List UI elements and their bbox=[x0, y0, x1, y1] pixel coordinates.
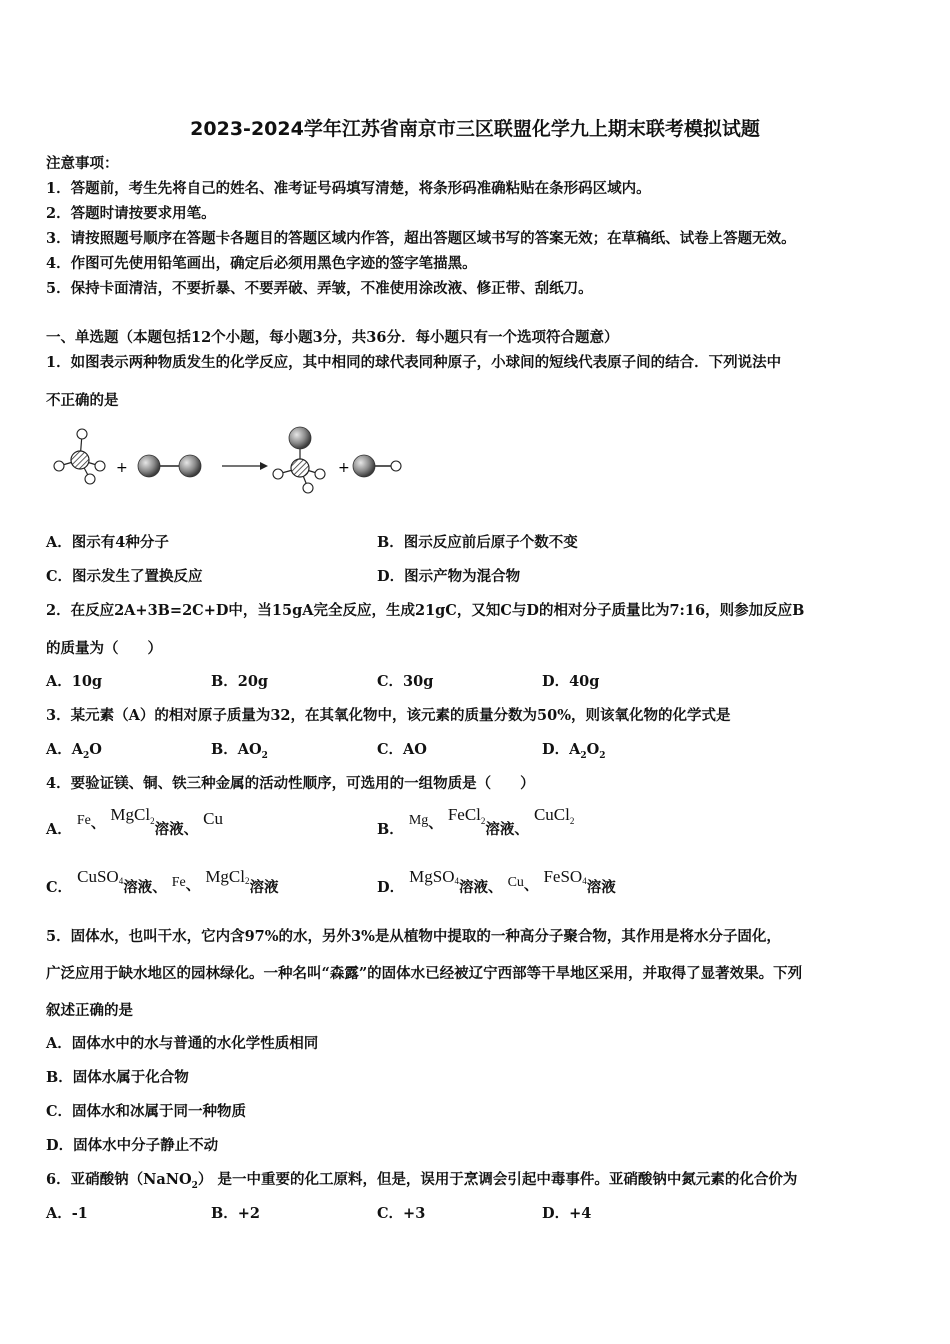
q6-option-c[interactable]: C．+3 bbox=[377, 1205, 426, 1222]
option-label: B． bbox=[377, 821, 404, 838]
formula-part: O bbox=[89, 741, 102, 758]
q4-option-c[interactable] bbox=[46, 866, 279, 896]
formula: MgSO bbox=[409, 867, 455, 886]
question-2-stem: 2．在反应2A+3B=2C+D中，当15gA完全反应，生成21gC，又知C与D的相对分子质量比为7:16，则参加反应B bbox=[46, 602, 805, 619]
reaction-arrow bbox=[222, 462, 268, 470]
molecule-product-2 bbox=[353, 455, 401, 477]
notice-item: 3．请按照题号顺序在答题卡各题目的答题区域内作答，超出答题区域书写的答案无效；在草稿纸、试卷上答题无效。 bbox=[46, 230, 796, 247]
formula-part: O bbox=[586, 741, 600, 758]
formula-part: AO bbox=[403, 741, 427, 758]
notice-item: 2．答题时请按要求用笔。 bbox=[46, 205, 216, 222]
separator: 、 bbox=[90, 815, 106, 832]
formula: CuCl bbox=[533, 805, 570, 824]
page-title: 2023-2024学年江苏省南京市三区联盟化学九上期末联考模拟试题 bbox=[190, 118, 760, 140]
q6-option-d[interactable]: D．+4 bbox=[542, 1205, 592, 1222]
formula: MgCl bbox=[110, 805, 151, 824]
formula: Cu bbox=[507, 875, 524, 890]
q5-option-c[interactable]: C．固体水和冰属于同一种物质 bbox=[46, 1103, 247, 1120]
formula: MgCl bbox=[205, 867, 245, 886]
question-6-stem bbox=[46, 1168, 797, 1191]
reaction-diagram bbox=[50, 424, 410, 504]
separator: 、 bbox=[488, 879, 503, 896]
separator: 、 bbox=[152, 879, 167, 896]
notice-item: 5．保持卡面清洁，不要折暴、不要弄破、弄皱，不准使用涂改液、修正带、刮纸刀。 bbox=[46, 280, 593, 297]
formula-part: A bbox=[71, 741, 84, 758]
formula: FeCl bbox=[447, 805, 481, 824]
section-heading: 一、单选题（本题包括12个小题，每小题3分，共36分．每小题只有一个选项符合题意） bbox=[46, 329, 619, 346]
formula-subscript: 2 bbox=[191, 1180, 198, 1191]
q3-option-b[interactable] bbox=[211, 738, 268, 761]
q2-option-d[interactable]: D．40g bbox=[542, 673, 600, 690]
separator: 、 bbox=[428, 815, 443, 832]
formula-subscript: 2 bbox=[245, 876, 250, 886]
option-label: D． bbox=[542, 741, 570, 758]
q5-option-a[interactable]: A．固体水中的水与普通的水化学性质相同 bbox=[46, 1035, 319, 1052]
formula-subscript: 2 bbox=[480, 816, 486, 826]
q2-option-b[interactable]: B．20g bbox=[211, 673, 269, 690]
formula-subscript: 2 bbox=[599, 750, 606, 761]
stem-part: 6．亚硝酸钠（NaNO bbox=[46, 1171, 192, 1188]
separator: 、 bbox=[183, 821, 199, 838]
molecule-reactant-2 bbox=[138, 455, 201, 477]
formula: Fe bbox=[171, 875, 186, 890]
separator: 、 bbox=[523, 877, 539, 894]
q3-option-a[interactable] bbox=[46, 738, 102, 761]
separator: 、 bbox=[514, 821, 529, 838]
formula: Fe bbox=[76, 813, 91, 828]
formula-subscript: 4 bbox=[118, 876, 124, 886]
q5-option-b[interactable]: B．固体水属于化合物 bbox=[46, 1069, 189, 1086]
molecule-reactant-1 bbox=[54, 429, 105, 484]
q4-option-b[interactable] bbox=[377, 805, 575, 838]
formula-subscript: 2 bbox=[150, 816, 155, 826]
question-2-stem: 的质量为（ ） bbox=[46, 640, 162, 657]
notice-item: 4．作图可先使用铅笔画出，确定后必须用黑色字迹的签字笔描黑。 bbox=[46, 255, 477, 272]
formula-part: AO bbox=[237, 741, 262, 758]
separator: 、 bbox=[185, 877, 201, 894]
option-label: B． bbox=[211, 741, 238, 758]
question-1-stem: 1．如图表示两种物质发生的化学反应，其中相同的球代表同种原子，小球间的短线代表原子间的结合．下列说法中 bbox=[46, 354, 782, 371]
notice-heading: 注意事项： bbox=[46, 155, 119, 172]
option-label: A． bbox=[46, 821, 72, 838]
formula-subscript: 4 bbox=[454, 876, 459, 886]
notice-item: 1．答题前，考生先将自己的姓名、准考证号码填写清楚，将条形码准确粘贴在条形码区域内。 bbox=[46, 180, 651, 197]
formula-subscript: 2 bbox=[261, 750, 268, 761]
plus-sign: + bbox=[338, 460, 350, 476]
formula-part: A bbox=[569, 741, 581, 758]
q1-option-c[interactable]: C．图示发生了置换反应 bbox=[46, 568, 203, 585]
option-label: A． bbox=[46, 741, 72, 758]
solution-label: 溶液 bbox=[154, 821, 184, 838]
q6-option-b[interactable]: B．+2 bbox=[211, 1205, 260, 1222]
solution-label: 溶液 bbox=[249, 879, 279, 896]
formula-subscript: 4 bbox=[582, 876, 587, 886]
q1-option-d[interactable]: D．图示产物为混合物 bbox=[377, 568, 521, 585]
stem-part: ） 是一中重要的化工原料，但是，误用于烹调会引起中毒事件。亚硝酸钠中氮元素的化合价为 bbox=[197, 1171, 798, 1188]
solution-label: 溶液 bbox=[586, 879, 616, 896]
question-4-stem: 4．要验证镁、铜、铁三种金属的活动性顺序，可选用的一组物质是（ ） bbox=[46, 775, 535, 792]
q4-option-a[interactable] bbox=[46, 805, 223, 838]
formula-subscript: 2 bbox=[580, 750, 587, 761]
molecule-product-1 bbox=[273, 427, 325, 493]
formula: Cu bbox=[203, 809, 223, 828]
q2-option-a[interactable]: A．10g bbox=[46, 673, 103, 690]
formula: FeSO bbox=[543, 867, 583, 886]
option-label: C． bbox=[46, 879, 73, 896]
formula-subscript: 2 bbox=[569, 816, 575, 826]
option-label: C． bbox=[377, 741, 404, 758]
formula-subscript: 2 bbox=[83, 750, 90, 761]
q2-option-c[interactable]: C．30g bbox=[377, 673, 434, 690]
q4-option-d[interactable] bbox=[377, 866, 616, 896]
question-5-stem: 广泛应用于缺水地区的园林绿化。一种名叫“森露”的固体水已经被辽宁西部等干旱地区采用，并取得了显著效果。下列 bbox=[46, 965, 803, 982]
q1-option-a[interactable]: A．图示有4种分子 bbox=[46, 534, 169, 551]
question-1-stem: 不正确的是 bbox=[46, 392, 119, 409]
question-5-stem: 5．固体水，也叫干水，它内含97%的水，另外3%是从植物中提取的一种高分子聚合物，其作用是将水分子固化， bbox=[46, 928, 781, 945]
option-label: D． bbox=[377, 879, 405, 896]
q6-option-a[interactable]: A．-1 bbox=[46, 1205, 88, 1222]
solution-label: 溶液 bbox=[459, 879, 488, 896]
question-5-stem: 叙述正确的是 bbox=[46, 1002, 133, 1019]
q1-option-b[interactable]: B．图示反应前后原子个数不变 bbox=[377, 534, 578, 551]
q3-option-d[interactable] bbox=[542, 738, 606, 761]
plus-sign: + bbox=[116, 460, 128, 476]
question-3-stem: 3．某元素（A）的相对原子质量为32，在其氧化物中，该元素的质量分数为50%，则该氧化物的化学式是 bbox=[46, 707, 731, 724]
solution-label: 溶液 bbox=[123, 879, 153, 896]
solution-label: 溶液 bbox=[485, 821, 515, 838]
formula: CuSO bbox=[77, 867, 119, 886]
q5-option-d[interactable]: D．固体水中分子静止不动 bbox=[46, 1137, 219, 1154]
q3-option-c[interactable] bbox=[377, 738, 427, 759]
formula: Mg bbox=[408, 813, 429, 828]
